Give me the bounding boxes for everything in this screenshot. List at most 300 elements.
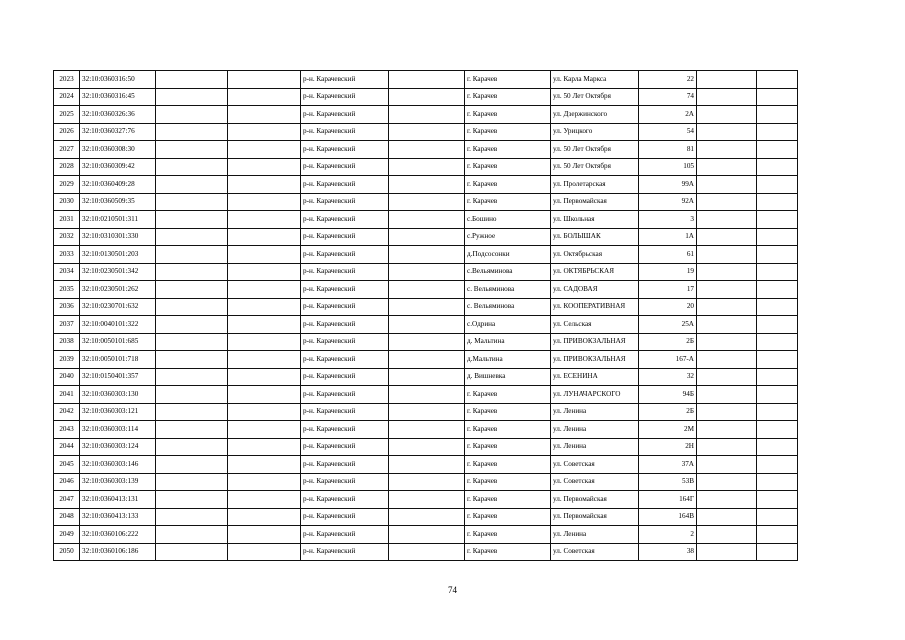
table-row: [54, 316, 798, 334]
district-cell: р-н. Карачевский: [301, 508, 389, 526]
table-row: [54, 421, 798, 439]
empty-cell: [757, 106, 798, 124]
empty-cell: [389, 298, 465, 316]
district-cell: р-н. Карачевский: [301, 211, 389, 229]
house-number-cell: 38: [639, 543, 697, 561]
table-row: [54, 246, 798, 264]
empty-cell: [757, 333, 798, 351]
street-cell: ул. Октябрьская: [551, 246, 639, 264]
empty-cell: [228, 316, 301, 334]
row-number-cell: 2047: [54, 491, 80, 509]
street-cell: ул. Ленина: [551, 438, 639, 456]
house-number-cell: 32: [639, 368, 697, 386]
empty-cell: [757, 508, 798, 526]
street-cell: ул. Урицкого: [551, 123, 639, 141]
house-number-cell: 20: [639, 298, 697, 316]
street-cell: ул. Первомайская: [551, 508, 639, 526]
empty-cell: [757, 263, 798, 281]
empty-cell: [156, 456, 228, 474]
empty-cell: [697, 438, 757, 456]
row-number-cell: 2024: [54, 88, 80, 106]
empty-cell: [389, 228, 465, 246]
empty-cell: [757, 228, 798, 246]
row-number-cell: 2050: [54, 543, 80, 561]
house-number-cell: 22: [639, 71, 697, 89]
empty-cell: [156, 333, 228, 351]
empty-cell: [389, 386, 465, 404]
house-number-cell: 92А: [639, 193, 697, 211]
empty-cell: [228, 368, 301, 386]
empty-cell: [389, 246, 465, 264]
empty-cell: [757, 141, 798, 159]
house-number-cell: 99А: [639, 176, 697, 194]
empty-cell: [757, 351, 798, 369]
empty-cell: [697, 71, 757, 89]
district-cell: р-н. Карачевский: [301, 491, 389, 509]
empty-cell: [228, 438, 301, 456]
empty-cell: [757, 368, 798, 386]
cadastral-number-cell: 32:10:0230501:262: [80, 281, 156, 299]
empty-cell: [228, 508, 301, 526]
row-number-cell: 2028: [54, 158, 80, 176]
empty-cell: [156, 368, 228, 386]
locality-cell: г. Карачев: [465, 158, 551, 176]
empty-cell: [697, 141, 757, 159]
table-row: [54, 106, 798, 124]
locality-cell: г. Карачев: [465, 491, 551, 509]
locality-cell: с.Бошино: [465, 211, 551, 229]
empty-cell: [228, 421, 301, 439]
empty-cell: [389, 368, 465, 386]
empty-cell: [156, 141, 228, 159]
empty-cell: [156, 526, 228, 544]
house-number-cell: 2Б: [639, 333, 697, 351]
locality-cell: г. Карачев: [465, 473, 551, 491]
house-number-cell: 74: [639, 88, 697, 106]
empty-cell: [389, 176, 465, 194]
empty-cell: [697, 246, 757, 264]
cadastral-number-cell: 32:10:0360326:36: [80, 106, 156, 124]
empty-cell: [228, 281, 301, 299]
empty-cell: [389, 438, 465, 456]
empty-cell: [228, 298, 301, 316]
empty-cell: [389, 333, 465, 351]
empty-cell: [389, 473, 465, 491]
registry-table: [53, 70, 798, 561]
empty-cell: [757, 491, 798, 509]
cadastral-number-cell: 32:10:0050101:685: [80, 333, 156, 351]
house-number-cell: 53В: [639, 473, 697, 491]
empty-cell: [389, 123, 465, 141]
district-cell: р-н. Карачевский: [301, 438, 389, 456]
empty-cell: [697, 123, 757, 141]
row-number-cell: 2025: [54, 106, 80, 124]
locality-cell: г. Карачев: [465, 88, 551, 106]
empty-cell: [156, 228, 228, 246]
house-number-cell: 19: [639, 263, 697, 281]
table-row: [54, 351, 798, 369]
empty-cell: [389, 106, 465, 124]
empty-cell: [697, 491, 757, 509]
empty-cell: [697, 403, 757, 421]
empty-cell: [697, 263, 757, 281]
table-row: [54, 386, 798, 404]
empty-cell: [697, 106, 757, 124]
empty-cell: [156, 508, 228, 526]
locality-cell: г. Карачев: [465, 386, 551, 404]
row-number-cell: 2045: [54, 456, 80, 474]
empty-cell: [156, 88, 228, 106]
district-cell: р-н. Карачевский: [301, 473, 389, 491]
table-row: [54, 123, 798, 141]
empty-cell: [228, 386, 301, 404]
district-cell: р-н. Карачевский: [301, 71, 389, 89]
cadastral-number-cell: 32:10:0360309:42: [80, 158, 156, 176]
empty-cell: [389, 491, 465, 509]
page-number: 74: [448, 585, 457, 595]
empty-cell: [697, 193, 757, 211]
table-row: [54, 158, 798, 176]
house-number-cell: 2Н: [639, 438, 697, 456]
empty-cell: [757, 123, 798, 141]
empty-cell: [697, 421, 757, 439]
empty-cell: [757, 403, 798, 421]
empty-cell: [697, 228, 757, 246]
empty-cell: [156, 351, 228, 369]
locality-cell: г. Карачев: [465, 176, 551, 194]
street-cell: ул. БОЛЫШАК: [551, 228, 639, 246]
district-cell: р-н. Карачевский: [301, 106, 389, 124]
street-cell: ул. ПРИВОКЗАЛЬНАЯ: [551, 333, 639, 351]
empty-cell: [757, 456, 798, 474]
table-row: [54, 176, 798, 194]
street-cell: ул. КООПЕРАТИВНАЯ: [551, 298, 639, 316]
empty-cell: [697, 333, 757, 351]
table-row: [54, 88, 798, 106]
empty-cell: [156, 176, 228, 194]
empty-cell: [228, 141, 301, 159]
house-number-cell: 94Б: [639, 386, 697, 404]
empty-cell: [228, 263, 301, 281]
empty-cell: [389, 211, 465, 229]
cadastral-number-cell: 32:10:0310301:330: [80, 228, 156, 246]
street-cell: ул. 50 Лет Октября: [551, 158, 639, 176]
street-cell: ул. Дзержинского: [551, 106, 639, 124]
cadastral-number-cell: 32:10:0230701:632: [80, 298, 156, 316]
empty-cell: [389, 263, 465, 281]
empty-cell: [156, 106, 228, 124]
empty-cell: [697, 456, 757, 474]
empty-cell: [757, 473, 798, 491]
locality-cell: г. Карачев: [465, 456, 551, 474]
locality-cell: г. Карачев: [465, 106, 551, 124]
locality-cell: г. Карачев: [465, 421, 551, 439]
house-number-cell: 3: [639, 211, 697, 229]
row-number-cell: 2029: [54, 176, 80, 194]
empty-cell: [228, 193, 301, 211]
empty-cell: [697, 176, 757, 194]
empty-cell: [757, 176, 798, 194]
street-cell: ул. Школьная: [551, 211, 639, 229]
cadastral-number-cell: 32:10:0360308:30: [80, 141, 156, 159]
empty-cell: [757, 193, 798, 211]
locality-cell: д. Мальтина: [465, 333, 551, 351]
row-number-cell: 2049: [54, 526, 80, 544]
cadastral-number-cell: 32:10:0130501:203: [80, 246, 156, 264]
cadastral-number-cell: 32:10:0360303:114: [80, 421, 156, 439]
empty-cell: [228, 526, 301, 544]
row-number-cell: 2033: [54, 246, 80, 264]
empty-cell: [389, 508, 465, 526]
empty-cell: [228, 88, 301, 106]
street-cell: ул. ЕСЕНИНА: [551, 368, 639, 386]
empty-cell: [228, 456, 301, 474]
locality-cell: д. Вишневка: [465, 368, 551, 386]
cadastral-number-cell: 32:10:0210501:311: [80, 211, 156, 229]
district-cell: р-н. Карачевский: [301, 526, 389, 544]
table-row: [54, 193, 798, 211]
empty-cell: [757, 298, 798, 316]
locality-cell: г. Карачев: [465, 193, 551, 211]
cadastral-number-cell: 32:10:0230501:342: [80, 263, 156, 281]
empty-cell: [697, 386, 757, 404]
empty-cell: [156, 281, 228, 299]
house-number-cell: 2А: [639, 106, 697, 124]
house-number-cell: 25А: [639, 316, 697, 334]
street-cell: ул. Первомайская: [551, 193, 639, 211]
cadastral-number-cell: 32:10:0360303:139: [80, 473, 156, 491]
cadastral-number-cell: 32:10:0040101:322: [80, 316, 156, 334]
empty-cell: [228, 403, 301, 421]
cadastral-number-cell: 32:10:0360413:133: [80, 508, 156, 526]
empty-cell: [228, 123, 301, 141]
row-number-cell: 2042: [54, 403, 80, 421]
cadastral-number-cell: 32:10:0360509:35: [80, 193, 156, 211]
locality-cell: д.Мальтина: [465, 351, 551, 369]
empty-cell: [228, 106, 301, 124]
table-row: [54, 281, 798, 299]
empty-cell: [697, 316, 757, 334]
empty-cell: [389, 141, 465, 159]
locality-cell: г. Карачев: [465, 508, 551, 526]
district-cell: р-н. Карачевский: [301, 193, 389, 211]
table-row: [54, 141, 798, 159]
empty-cell: [228, 351, 301, 369]
cadastral-number-cell: 32:10:0150401:357: [80, 368, 156, 386]
empty-cell: [156, 193, 228, 211]
house-number-cell: 17: [639, 281, 697, 299]
district-cell: р-н. Карачевский: [301, 281, 389, 299]
house-number-cell: 61: [639, 246, 697, 264]
street-cell: ул. 50 Лет Октября: [551, 141, 639, 159]
street-cell: ул. САДОВАЯ: [551, 281, 639, 299]
empty-cell: [228, 473, 301, 491]
cadastral-number-cell: 32:10:0360303:146: [80, 456, 156, 474]
locality-cell: г. Карачев: [465, 438, 551, 456]
empty-cell: [228, 543, 301, 561]
empty-cell: [757, 421, 798, 439]
empty-cell: [757, 543, 798, 561]
row-number-cell: 2032: [54, 228, 80, 246]
house-number-cell: 37А: [639, 456, 697, 474]
empty-cell: [389, 403, 465, 421]
row-number-cell: 2027: [54, 141, 80, 159]
empty-cell: [697, 211, 757, 229]
empty-cell: [228, 158, 301, 176]
cadastral-number-cell: 32:10:0360303:130: [80, 386, 156, 404]
district-cell: р-н. Карачевский: [301, 228, 389, 246]
registry-rows: [54, 71, 798, 561]
cadastral-number-cell: 32:10:0360327:76: [80, 123, 156, 141]
house-number-cell: 81: [639, 141, 697, 159]
empty-cell: [156, 211, 228, 229]
table-row: [54, 71, 798, 89]
locality-cell: г. Карачев: [465, 403, 551, 421]
empty-cell: [697, 543, 757, 561]
street-cell: ул. Сельская: [551, 316, 639, 334]
empty-cell: [697, 158, 757, 176]
empty-cell: [697, 508, 757, 526]
street-cell: ул. Первомайская: [551, 491, 639, 509]
empty-cell: [757, 211, 798, 229]
locality-cell: г. Карачев: [465, 141, 551, 159]
empty-cell: [228, 71, 301, 89]
street-cell: ул. ОКТЯБРЬСКАЯ: [551, 263, 639, 281]
table-row: [54, 403, 798, 421]
empty-cell: [156, 263, 228, 281]
empty-cell: [389, 526, 465, 544]
district-cell: р-н. Карачевский: [301, 456, 389, 474]
street-cell: ул. ПРИВОКЗАЛЬНАЯ: [551, 351, 639, 369]
empty-cell: [697, 526, 757, 544]
empty-cell: [697, 281, 757, 299]
district-cell: р-н. Карачевский: [301, 368, 389, 386]
row-number-cell: 2026: [54, 123, 80, 141]
empty-cell: [156, 473, 228, 491]
empty-cell: [757, 246, 798, 264]
cadastral-number-cell: 32:10:0360316:50: [80, 71, 156, 89]
row-number-cell: 2037: [54, 316, 80, 334]
house-number-cell: 167-А: [639, 351, 697, 369]
cadastral-number-cell: 32:10:0360409:28: [80, 176, 156, 194]
table-row: [54, 228, 798, 246]
locality-cell: г. Карачев: [465, 123, 551, 141]
empty-cell: [389, 88, 465, 106]
empty-cell: [228, 491, 301, 509]
empty-cell: [389, 456, 465, 474]
empty-cell: [757, 71, 798, 89]
district-cell: р-н. Карачевский: [301, 141, 389, 159]
empty-cell: [757, 526, 798, 544]
district-cell: р-н. Карачевский: [301, 403, 389, 421]
street-cell: ул. Советская: [551, 456, 639, 474]
empty-cell: [228, 246, 301, 264]
empty-cell: [757, 438, 798, 456]
cadastral-number-cell: 32:10:0050101:718: [80, 351, 156, 369]
empty-cell: [757, 386, 798, 404]
empty-cell: [156, 316, 228, 334]
district-cell: р-н. Карачевский: [301, 158, 389, 176]
empty-cell: [156, 543, 228, 561]
house-number-cell: 2Б: [639, 403, 697, 421]
table-row: [54, 368, 798, 386]
empty-cell: [697, 351, 757, 369]
table-row: [54, 543, 798, 561]
empty-cell: [697, 298, 757, 316]
house-number-cell: 164В: [639, 508, 697, 526]
empty-cell: [757, 88, 798, 106]
district-cell: р-н. Карачевский: [301, 333, 389, 351]
street-cell: ул. Советская: [551, 473, 639, 491]
empty-cell: [389, 421, 465, 439]
row-number-cell: 2046: [54, 473, 80, 491]
table-row: [54, 456, 798, 474]
house-number-cell: 2М: [639, 421, 697, 439]
row-number-cell: 2034: [54, 263, 80, 281]
empty-cell: [156, 421, 228, 439]
empty-cell: [156, 403, 228, 421]
district-cell: р-н. Карачевский: [301, 88, 389, 106]
table-row: [54, 491, 798, 509]
empty-cell: [389, 158, 465, 176]
locality-cell: г. Карачев: [465, 526, 551, 544]
locality-cell: с.Вельяминова: [465, 263, 551, 281]
row-number-cell: 2040: [54, 368, 80, 386]
row-number-cell: 2031: [54, 211, 80, 229]
cadastral-number-cell: 32:10:0360303:124: [80, 438, 156, 456]
street-cell: ул. ЛУНАЧАРСКОГО: [551, 386, 639, 404]
street-cell: ул. Ленина: [551, 403, 639, 421]
row-number-cell: 2038: [54, 333, 80, 351]
cadastral-number-cell: 32:10:0360106:222: [80, 526, 156, 544]
empty-cell: [156, 158, 228, 176]
table-row: [54, 211, 798, 229]
empty-cell: [228, 211, 301, 229]
house-number-cell: 1А: [639, 228, 697, 246]
table-row: [54, 526, 798, 544]
district-cell: р-н. Карачевский: [301, 543, 389, 561]
district-cell: р-н. Карачевский: [301, 123, 389, 141]
district-cell: р-н. Карачевский: [301, 351, 389, 369]
table-row: [54, 333, 798, 351]
district-cell: р-н. Карачевский: [301, 386, 389, 404]
cadastral-number-cell: 32:10:0360303:121: [80, 403, 156, 421]
empty-cell: [757, 158, 798, 176]
empty-cell: [156, 298, 228, 316]
street-cell: ул. Ленина: [551, 526, 639, 544]
cadastral-number-cell: 32:10:0360106:186: [80, 543, 156, 561]
district-cell: р-н. Карачевский: [301, 298, 389, 316]
district-cell: р-н. Карачевский: [301, 421, 389, 439]
cadastral-number-cell: 32:10:0360413:131: [80, 491, 156, 509]
empty-cell: [389, 71, 465, 89]
empty-cell: [156, 386, 228, 404]
row-number-cell: 2048: [54, 508, 80, 526]
empty-cell: [757, 281, 798, 299]
house-number-cell: 105: [639, 158, 697, 176]
locality-cell: г. Карачев: [465, 71, 551, 89]
row-number-cell: 2043: [54, 421, 80, 439]
table-row: [54, 473, 798, 491]
empty-cell: [156, 438, 228, 456]
row-number-cell: 2044: [54, 438, 80, 456]
table-row: [54, 298, 798, 316]
row-number-cell: 2030: [54, 193, 80, 211]
empty-cell: [389, 543, 465, 561]
house-number-cell: 54: [639, 123, 697, 141]
table-row: [54, 508, 798, 526]
empty-cell: [228, 333, 301, 351]
